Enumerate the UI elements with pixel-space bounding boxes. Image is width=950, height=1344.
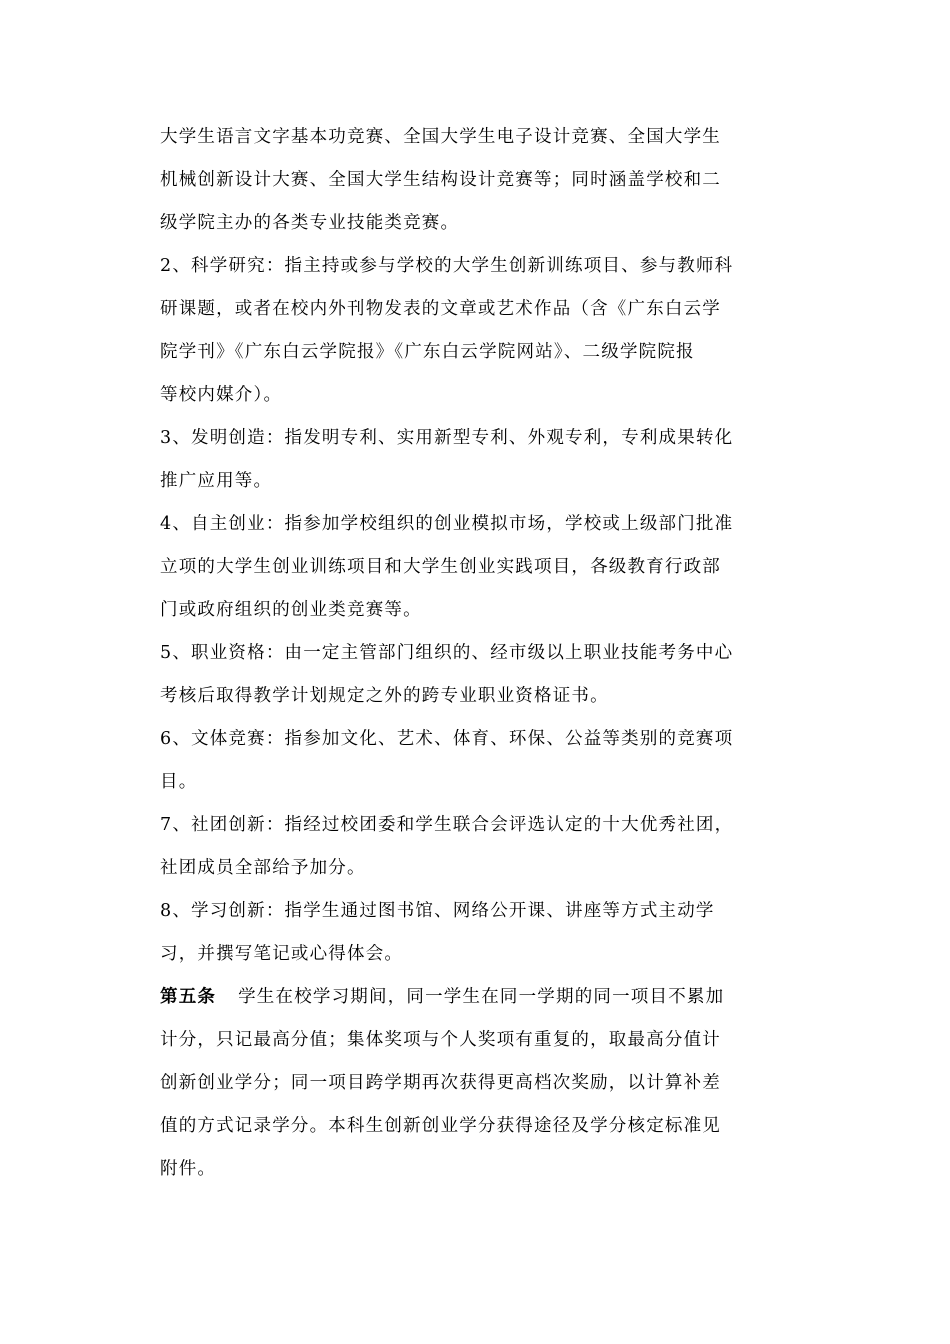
text-line: 2、科学研究：指主持或参与学校的大学生创新训练项目、参与教师科 — [160, 256, 734, 276]
text-line: 级学院主办的各类专业技能类竞赛。 — [160, 213, 460, 233]
text-line: 等校内媒介）。 — [160, 385, 283, 405]
text-line: 大学生语言文字基本功竞赛、全国大学生电子设计竞赛、全国大学生 — [160, 127, 721, 147]
article-5-heading: 第五条 — [160, 987, 217, 1007]
text-line: 3、发明创造：指发明专利、实用新型专利、外观专利，专利成果转化 — [160, 428, 734, 448]
text-line: 6、文体竞赛：指参加文化、艺术、体育、环保、公益等类别的竞赛项 — [160, 729, 734, 749]
text-line: 院学刊》《广东白云学院报》《广东白云学院网站》、二级学院院报 — [160, 342, 695, 362]
text-line: 推广应用等。 — [160, 471, 273, 491]
text-line: 立项的大学生创业训练项目和大学生创业实践项目，各级教育行政部 — [160, 557, 721, 577]
text-line: 习，并撰写笔记或心得体会。 — [160, 944, 404, 964]
text-line: 7、社团创新：指经过校团委和学生联合会评选认定的十大优秀社团， — [160, 815, 734, 835]
text-line: 社团成员全部给予加分。 — [160, 858, 366, 878]
text-line: 门或政府组织的创业类竞赛等。 — [160, 600, 422, 620]
text-line: 5、职业资格：由一定主管部门组织的、经市级以上职业技能考务中心 — [160, 643, 734, 663]
text-line: 创新创业学分；同一项目跨学期再次获得更高档次奖励，以计算补差 — [160, 1073, 721, 1093]
text-line: 值的方式记录学分。本科生创新创业学分获得途径及学分核定标准见 — [160, 1116, 721, 1136]
article-5-text: 学生在校学习期间，同一学生在同一学期的同一项目不累加 — [238, 987, 725, 1007]
text-line: 考核后取得教学计划规定之外的跨专业职业资格证书。 — [160, 686, 609, 706]
text-line: 4、自主创业：指参加学校组织的创业模拟市场，学校或上级部门批准 — [160, 514, 734, 534]
text-line: 计分，只记最高分值；集体奖项与个人奖项有重复的，取最高分值计 — [160, 1030, 721, 1050]
text-line: 8、学习创新：指学生通过图书馆、网络公开课、讲座等方式主动学 — [160, 901, 715, 921]
article-5-first-line — [160, 976, 750, 1019]
text-line: 附件。 — [160, 1159, 217, 1179]
document-body — [160, 116, 750, 1191]
text-line: 研课题，或者在校内外刊物发表的文章或艺术作品（含《广东白云学 — [160, 299, 721, 319]
text-line: 机械创新设计大赛、全国大学生结构设计竞赛等；同时涵盖学校和二 — [160, 170, 721, 190]
text-line: 目。 — [160, 772, 198, 792]
